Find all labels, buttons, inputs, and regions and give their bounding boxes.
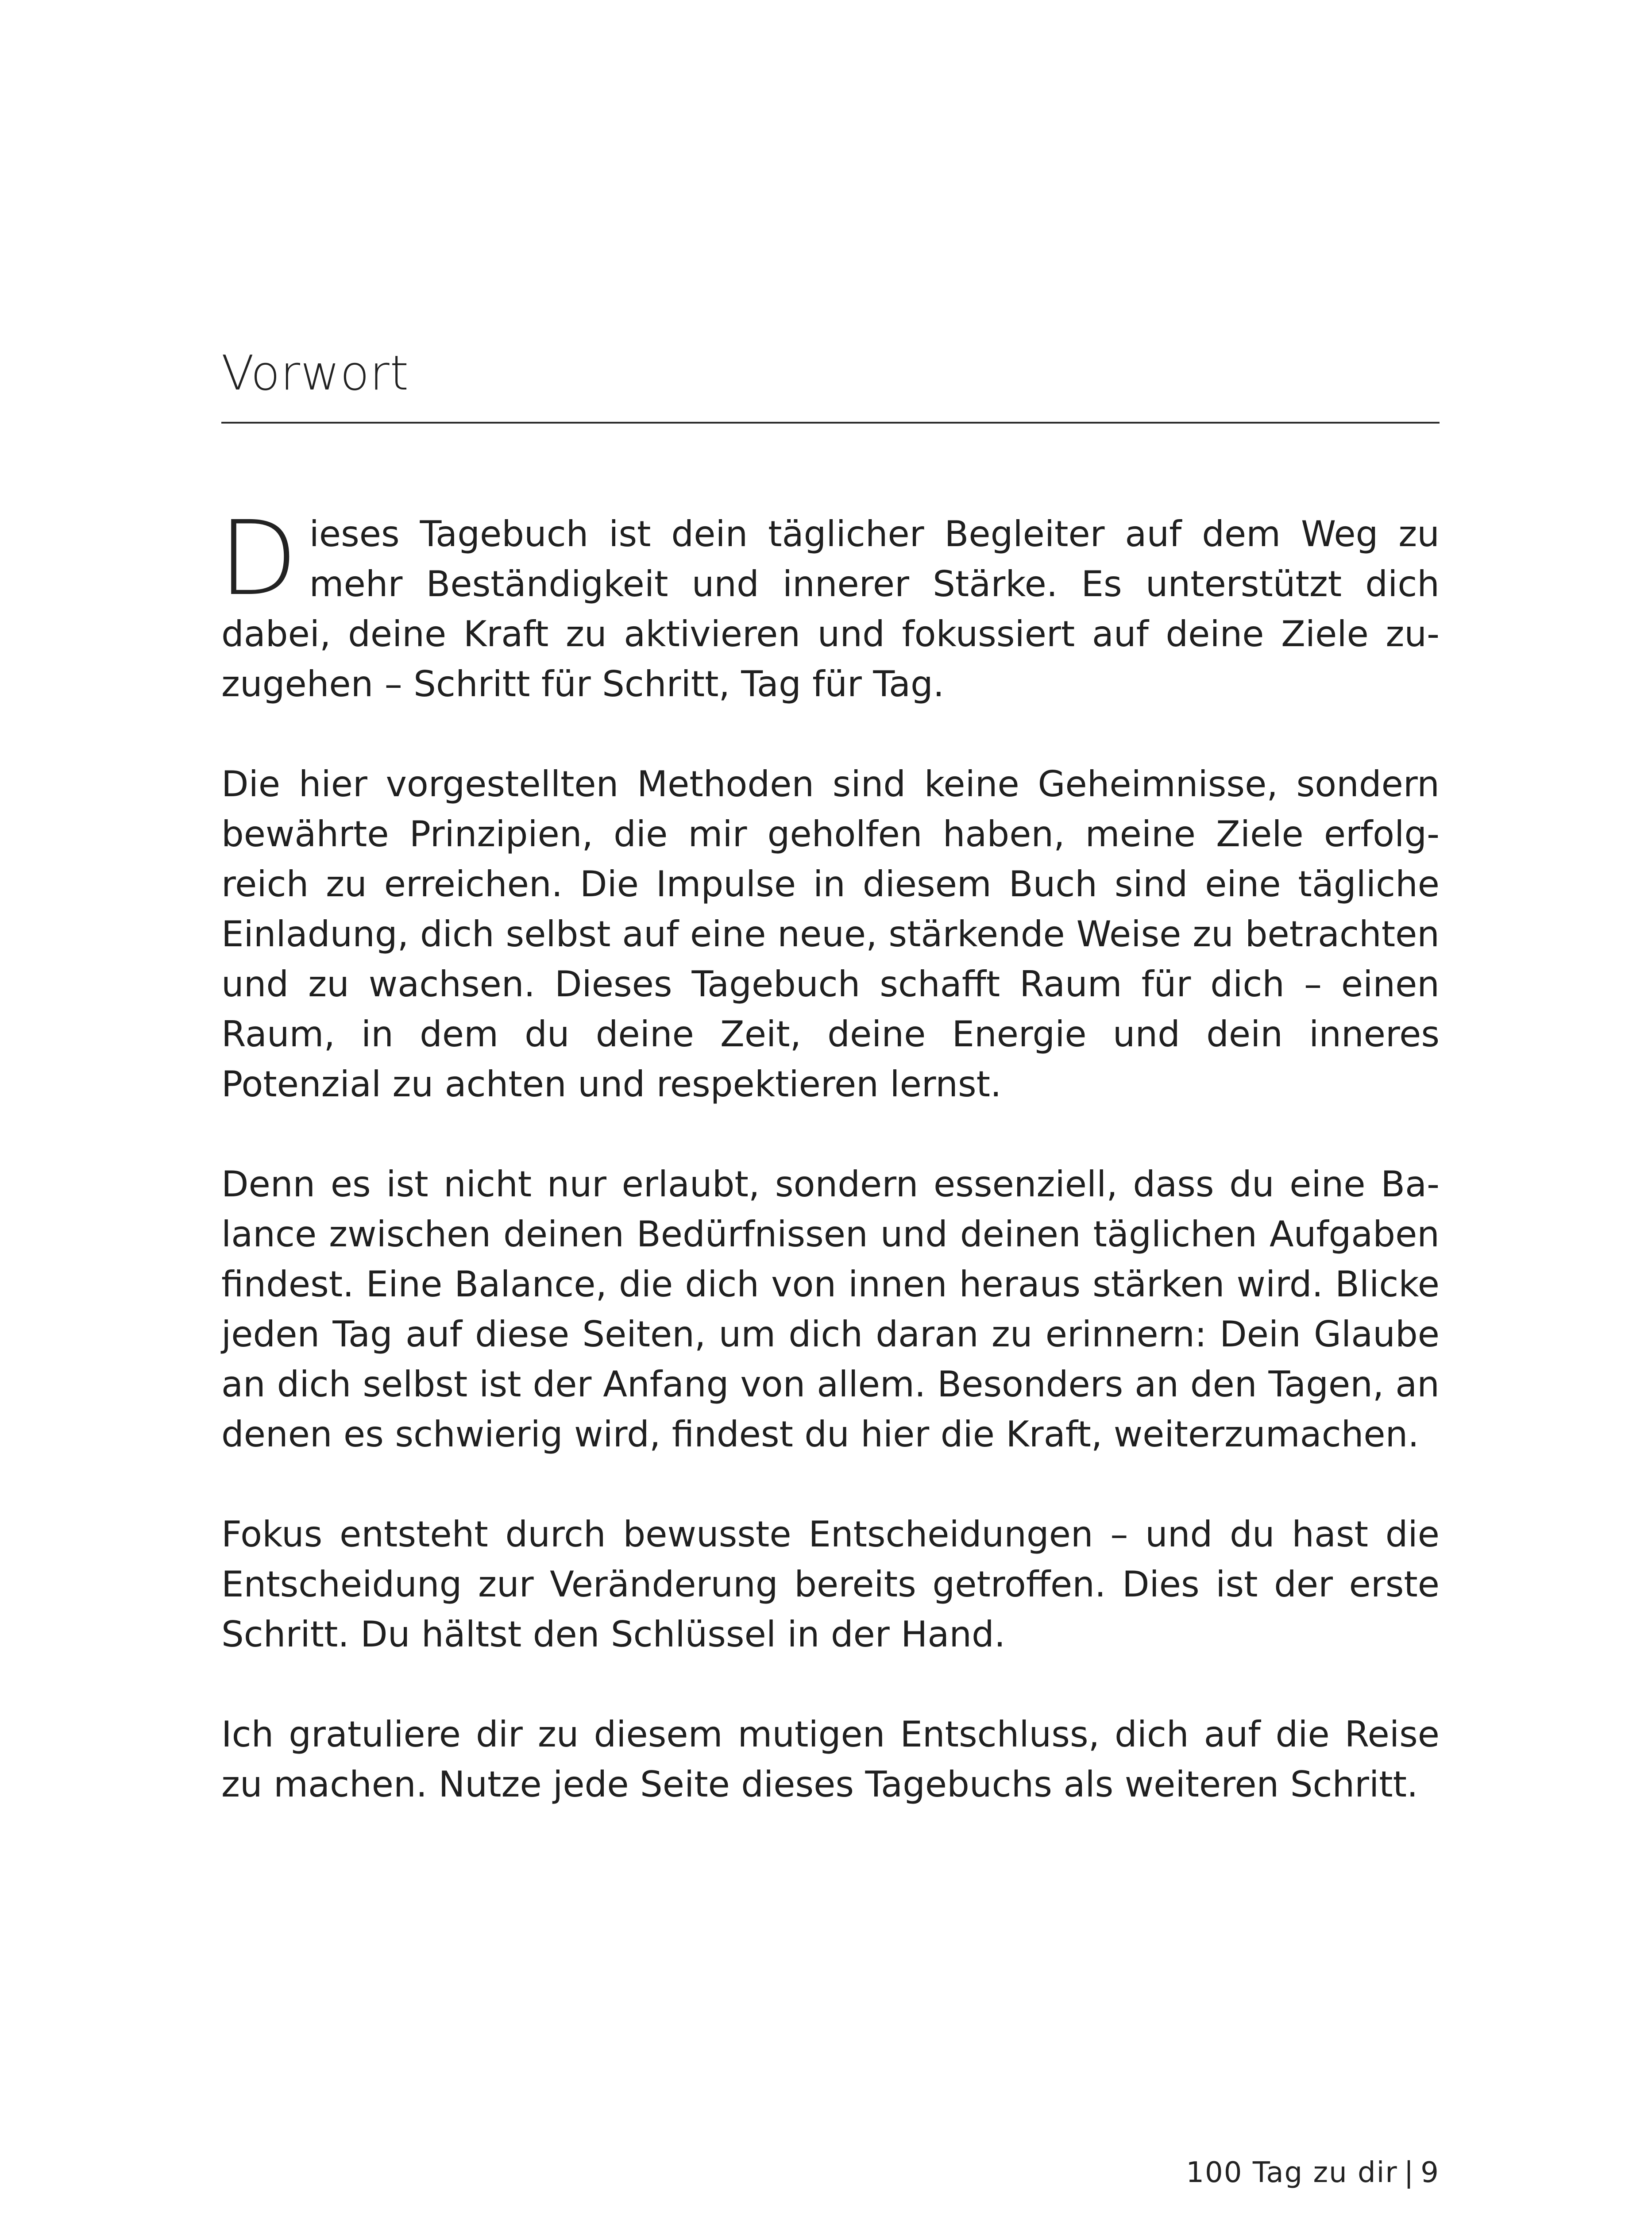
page-number: 9: [1420, 2156, 1440, 2189]
title-divider: [221, 422, 1440, 424]
page-footer: [1186, 2156, 1440, 2189]
paragraph-balance: Denn es ist nicht nur erlaubt, sondern essenziell, dass du eine Balance zwischen deinen Bedürfnissen und deinen täglichen Aufgaben findest. Eine Balance, die dich von innen heraus stärken wird. Blicke jeden Tag auf diese Seiten, um dich daran zu erinnern: Dein Glaube an dich selbst ist der Anfang von allem. Besonders an den Tagen, an denen es schwierig wird, findest du hier die Kraft, weiterzumachen.: [221, 1164, 1440, 1455]
page-title: Vorwort: [221, 346, 409, 401]
footer-book-title: 100 Tag zu dir: [1186, 2156, 1398, 2189]
footer-separator: |: [1404, 2156, 1415, 2189]
body-text: [219, 499, 1440, 1859]
paragraph-focus: Fokus entsteht durch bewusste Entscheidungen – und du hast die Entscheidung zur Veränderung bereits getroffen. Dies ist der erste Schritt. Du hältst den Schlüssel in der Hand.: [221, 1514, 1440, 1655]
intro-text: ieses Tagebuch ist dein täglicher Begleiter auf dem Weg zu mehr Beständigkeit und innerer Stärke. Es unterstützt dich dabei, deine Kraft zu aktivieren und fokussiert auf deine Ziele zuzugehen – Schritt für Schritt, Tag für Tag.: [221, 513, 1440, 705]
paragraph-congratulation: Ich gratuliere dir zu diesem mutigen Entschluss, dich auf die Reise zu machen. Nutze jede Seite dieses Tagebuchs als weiteren Schritt.: [221, 1714, 1440, 1805]
intro-paragraph: [219, 499, 1440, 709]
drop-cap: D: [219, 499, 298, 618]
paragraph-methods: Die hier vorgestellten Methoden sind keine Geheimnisse, sondern bewährte Prinzipien, die mir geholfen haben, meine Ziele erfolgreich zu erreichen. Die Impulse in diesem Buch sind eine tägliche Einladung, dich selbst auf eine neue, stärkende Weise zu betrachten und zu wachsen. Dieses Tagebuch schafft Raum für dich – einen Raum, in dem du deine Zeit, deine Energie und dein inneres Potenzial zu achten und respektieren lernst.: [221, 763, 1440, 1105]
